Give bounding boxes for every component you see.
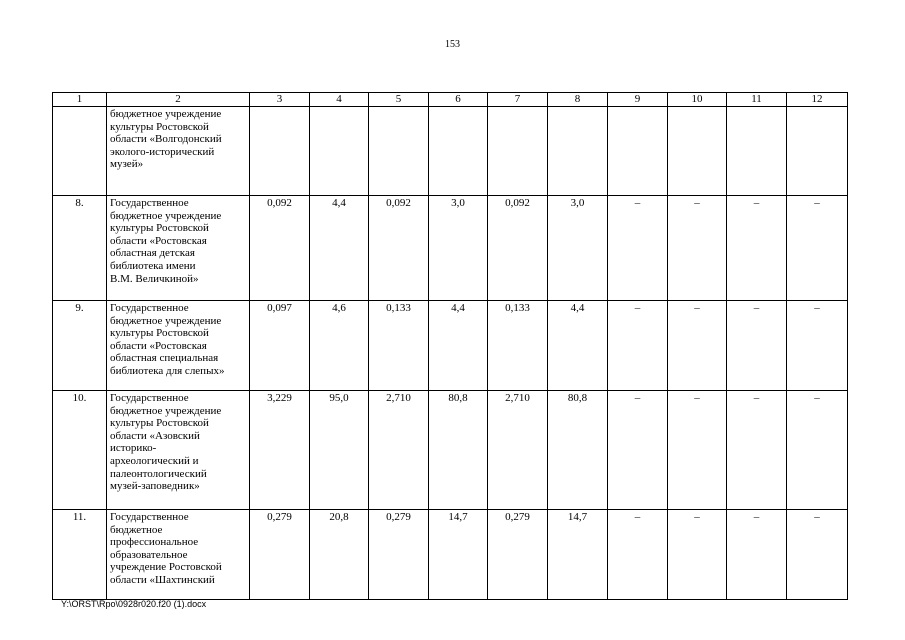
- column-header: 6: [429, 93, 488, 107]
- cell-value: [310, 107, 369, 196]
- row-number: [53, 107, 107, 196]
- cell-value: [787, 107, 848, 196]
- cell-value: [250, 107, 310, 196]
- cell-value: –: [668, 510, 727, 600]
- institution-name: Государственное бюджетное профессиональное образовательное учреждение Ростовской области «Шахтинский: [107, 510, 250, 600]
- cell-value: [608, 107, 668, 196]
- cell-value: 3,0: [548, 196, 608, 301]
- table-header-row: [53, 93, 848, 107]
- column-header: 7: [488, 93, 548, 107]
- cell-value: 0,133: [369, 301, 429, 391]
- column-header: 12: [787, 93, 848, 107]
- cell-value: –: [608, 510, 668, 600]
- cell-value: –: [608, 301, 668, 391]
- institution-name: Государственное бюджетное учреждение культуры Ростовской области «Ростовская областная детская библиотека имени В.М. Величкиной»: [107, 196, 250, 301]
- cell-value: –: [668, 196, 727, 301]
- table-row: [53, 107, 848, 196]
- column-header: 1: [53, 93, 107, 107]
- cell-value: [369, 107, 429, 196]
- cell-value: 95,0: [310, 391, 369, 510]
- row-number: 9.: [53, 301, 107, 391]
- column-header: 2: [107, 93, 250, 107]
- table-row: [53, 391, 848, 510]
- column-header: 10: [668, 93, 727, 107]
- cell-value: –: [727, 391, 787, 510]
- cell-value: –: [727, 196, 787, 301]
- cell-value: 0,279: [369, 510, 429, 600]
- column-header: 11: [727, 93, 787, 107]
- row-number: 10.: [53, 391, 107, 510]
- cell-value: [727, 107, 787, 196]
- column-header: 5: [369, 93, 429, 107]
- cell-value: 3,229: [250, 391, 310, 510]
- cell-value: 3,0: [429, 196, 488, 301]
- column-header: 4: [310, 93, 369, 107]
- column-header: 8: [548, 93, 608, 107]
- cell-value: –: [727, 510, 787, 600]
- cell-value: 4,4: [310, 196, 369, 301]
- cell-value: 4,6: [310, 301, 369, 391]
- cell-value: 14,7: [548, 510, 608, 600]
- cell-value: [668, 107, 727, 196]
- institution-name: Государственное бюджетное учреждение культуры Ростовской области «Ростовская областная специальная библиотека для слепых»: [107, 301, 250, 391]
- cell-value: –: [727, 301, 787, 391]
- column-header: 3: [250, 93, 310, 107]
- data-table: [52, 92, 848, 600]
- table-row: [53, 301, 848, 391]
- cell-value: –: [608, 196, 668, 301]
- cell-value: 0,097: [250, 301, 310, 391]
- cell-value: 0,133: [488, 301, 548, 391]
- cell-value: 0,279: [488, 510, 548, 600]
- row-number: 8.: [53, 196, 107, 301]
- cell-value: 14,7: [429, 510, 488, 600]
- cell-value: –: [787, 510, 848, 600]
- cell-value: 2,710: [369, 391, 429, 510]
- cell-value: 0,092: [488, 196, 548, 301]
- cell-value: [429, 107, 488, 196]
- cell-value: 20,8: [310, 510, 369, 600]
- document-file-path: Y:\ORST\Rpo\0928r020.f20 (1).docx: [61, 599, 207, 609]
- cell-value: –: [608, 391, 668, 510]
- cell-value: [548, 107, 608, 196]
- cell-value: 2,710: [488, 391, 548, 510]
- page-number: 153: [445, 39, 460, 50]
- institution-name: бюджетное учреждение культуры Ростовской области «Волгодонский эколого-исторический музей»: [107, 107, 250, 196]
- table-row: [53, 510, 848, 600]
- cell-value: 0,092: [250, 196, 310, 301]
- table-row: [53, 196, 848, 301]
- cell-value: 0,279: [250, 510, 310, 600]
- cell-value: –: [787, 391, 848, 510]
- cell-value: 80,8: [429, 391, 488, 510]
- institution-name: Государственное бюджетное учреждение культуры Ростовской области «Азовский историко- археологический и палеонтологический музей-заповедник»: [107, 391, 250, 510]
- column-header: 9: [608, 93, 668, 107]
- cell-value: –: [668, 301, 727, 391]
- cell-value: 4,4: [429, 301, 488, 391]
- cell-value: –: [787, 301, 848, 391]
- cell-value: –: [668, 391, 727, 510]
- cell-value: 0,092: [369, 196, 429, 301]
- cell-value: –: [787, 196, 848, 301]
- cell-value: 80,8: [548, 391, 608, 510]
- cell-value: 4,4: [548, 301, 608, 391]
- cell-value: [488, 107, 548, 196]
- row-number: 11.: [53, 510, 107, 600]
